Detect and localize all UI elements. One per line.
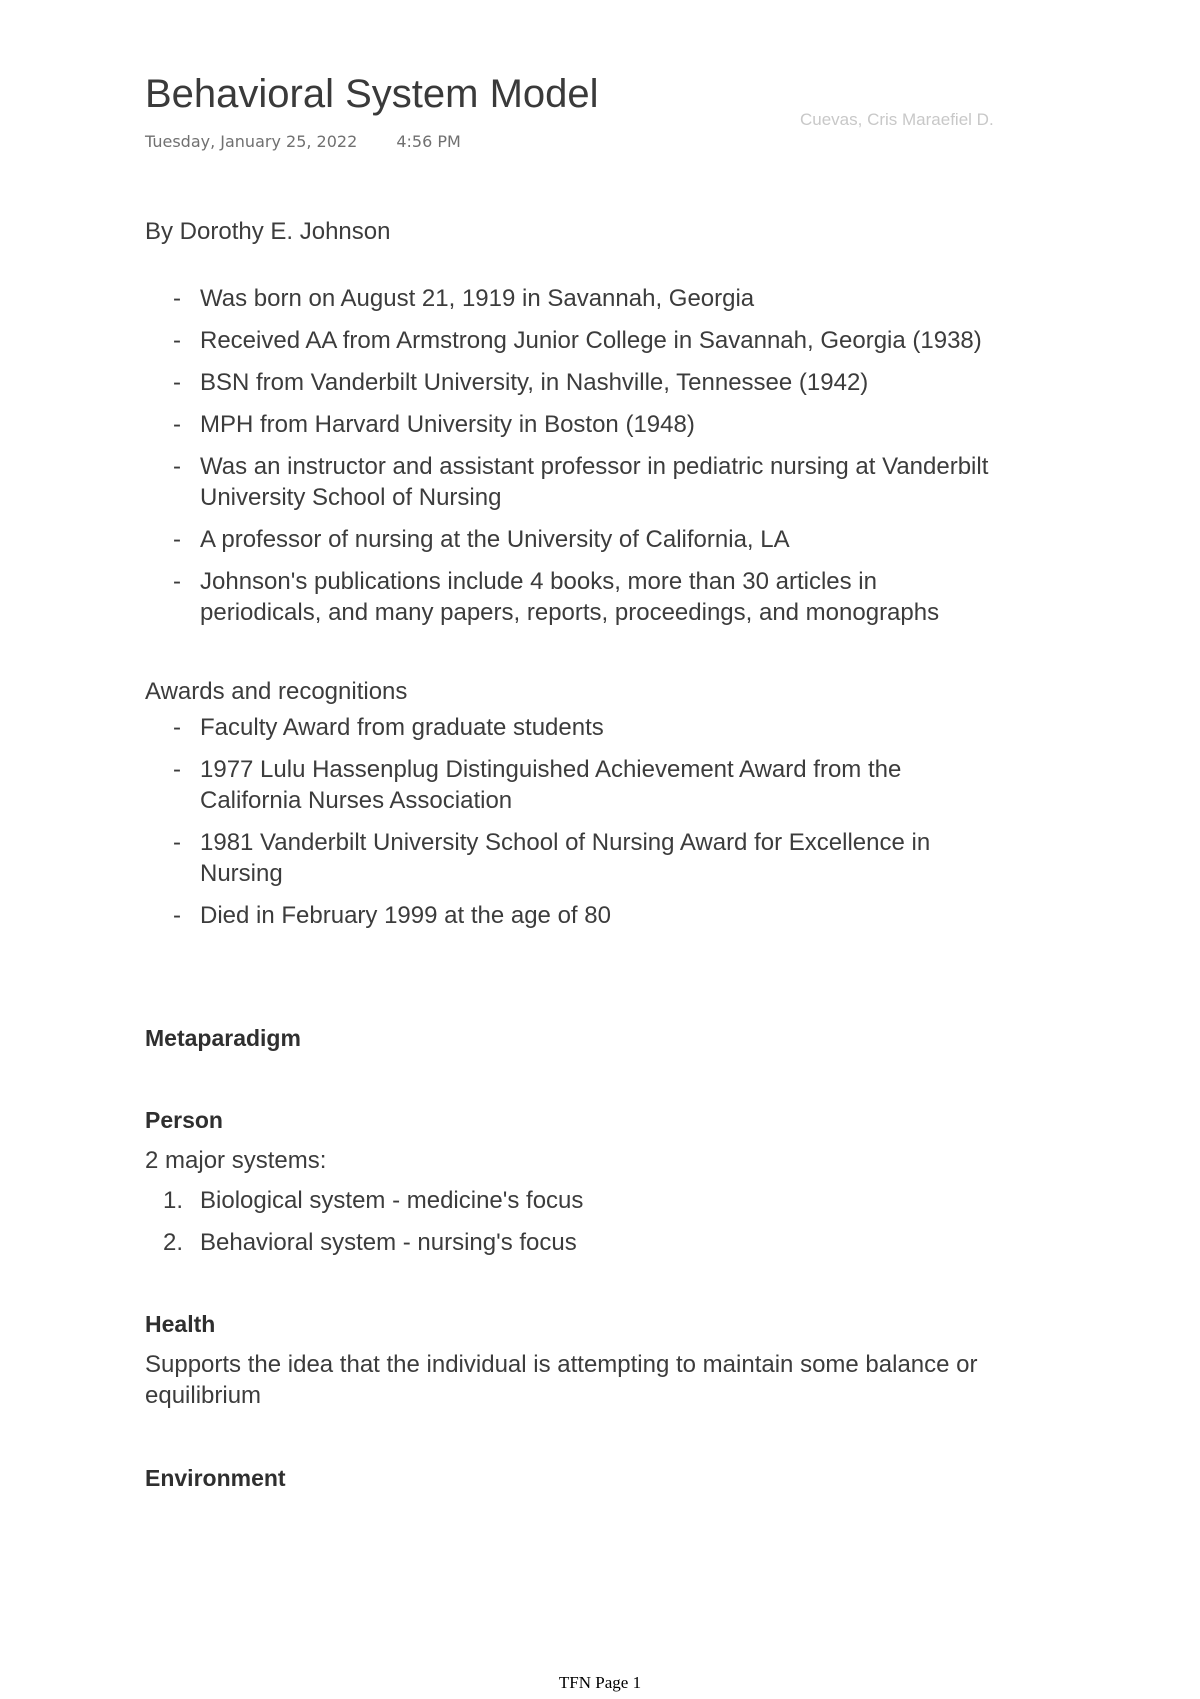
bio-item: - BSN from Vanderbilt University, in Nashville, Tennessee (1942) <box>145 367 1005 398</box>
awards-list <box>145 712 1005 931</box>
health-heading: Health <box>145 1311 216 1337</box>
list-item <box>145 1185 1005 1216</box>
bio-item: - Johnson's publications include 4 books, more than 30 articles in periodicals, and many papers, reports, proceedings, and monographs <box>145 566 1005 628</box>
person-intro: 2 major systems: <box>145 1147 327 1174</box>
note-datetime <box>145 132 461 151</box>
bio-item: - Was an instructor and assistant professor in pediatric nursing at Vanderbilt University School of Nursing <box>145 451 1005 513</box>
list-item-text: Behavioral system - nursing's focus <box>200 1229 577 1256</box>
person-heading: Person <box>145 1107 223 1133</box>
author-label: Cuevas, Cris Maraefiel D. <box>800 110 994 129</box>
metaparadigm-heading: Metaparadigm <box>145 1025 301 1051</box>
byline: By Dorothy E. Johnson <box>145 218 391 245</box>
health-text: Supports the idea that the individual is attempting to maintain some balance or equilibrium <box>145 1351 978 1409</box>
bio-item: - MPH from Harvard University in Boston (1948) <box>145 409 1005 440</box>
award-item: - 1977 Lulu Hassenplug Distinguished Achievement Award from the California Nurses Association <box>145 754 1005 816</box>
note-date: Tuesday, January 25, 2022 <box>145 132 358 151</box>
bio-item: - Received AA from Armstrong Junior College in Savannah, Georgia (1938) <box>145 325 1005 356</box>
bio-item: - A professor of nursing at the University of California, LA <box>145 524 1005 555</box>
bio-item: - Was born on August 21, 1919 in Savannah, Georgia <box>145 283 1005 314</box>
environment-heading: Environment <box>145 1465 286 1491</box>
award-item: - Died in February 1999 at the age of 80 <box>145 900 1005 931</box>
award-item: - 1981 Vanderbilt University School of Nursing Award for Excellence in Nursing <box>145 827 1005 889</box>
list-item-text: Biological system - medicine's focus <box>200 1187 584 1214</box>
bio-list <box>145 283 1005 628</box>
list-number: 1. <box>163 1187 184 1214</box>
note-body <box>145 216 1005 1494</box>
award-item: - Faculty Award from graduate students <box>145 712 1005 743</box>
list-number: 2. <box>163 1229 184 1256</box>
person-systems-list <box>145 1185 1005 1258</box>
list-item <box>145 1227 1005 1258</box>
page-title: Behavioral System Model <box>145 72 599 116</box>
note-time: 4:56 PM <box>396 132 461 151</box>
page-footer: TFN Page 1 <box>558 1673 642 1692</box>
awards-heading: Awards and recognitions <box>145 678 408 705</box>
